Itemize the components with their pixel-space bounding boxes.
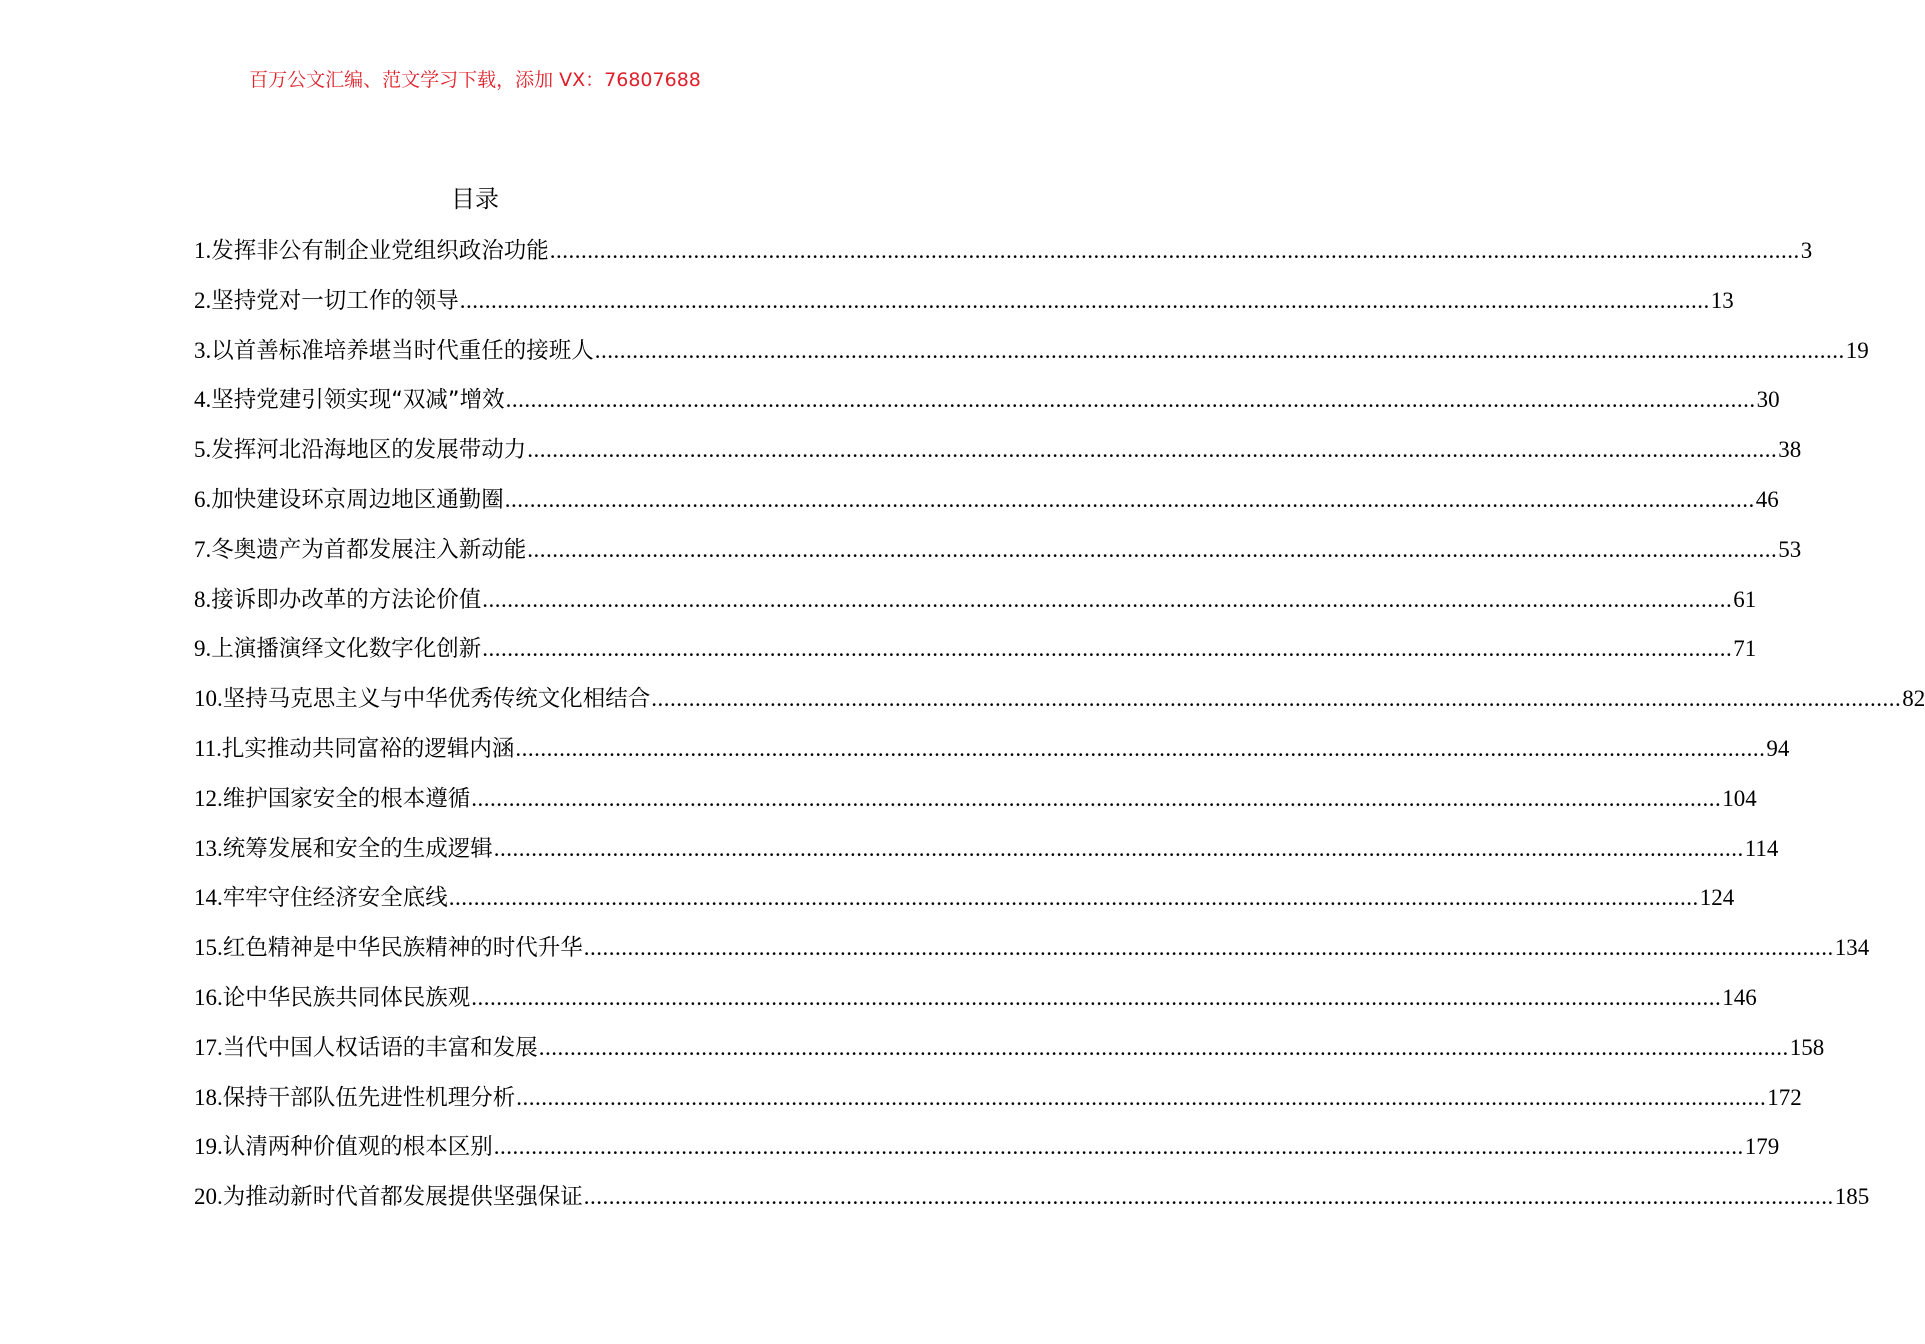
toc-leader-dots: ........................................................................................................................................................................................................ xyxy=(538,1034,1789,1060)
toc-entry-number: 18. xyxy=(194,1084,223,1110)
toc-entry-number: 9. xyxy=(194,636,212,662)
toc-entry-page: 114 xyxy=(1744,835,1779,861)
toc-entry-title: 维护国家安全的根本遵循 xyxy=(222,785,471,812)
toc-entry[interactable] xyxy=(194,530,1802,580)
toc-leader-dots: ........................................................................................................................................................................................................ xyxy=(471,785,1722,811)
toc-entry[interactable] xyxy=(194,928,1870,978)
toc-entry-number: 20. xyxy=(194,1184,223,1210)
toc-entry-page: 19 xyxy=(1845,337,1869,363)
toc-leader-dots: ........................................................................................................................................................................................................ xyxy=(527,536,1778,562)
toc-entry-title: 加快建设环京周边地区通勤圈 xyxy=(211,486,504,513)
toc-entry-title: 论中华民族共同体民族观 xyxy=(222,984,471,1011)
toc-leader-dots: ........................................................................................................................................................................................................ xyxy=(482,586,1733,612)
toc-entry-title: 坚持马克思主义与中华优秀传统文化相结合 xyxy=(222,686,651,713)
toc-entry[interactable] xyxy=(194,1127,1780,1177)
toc-entry-number: 2. xyxy=(194,287,212,313)
toc-entry-title: 发挥非公有制企业党组织政治功能 xyxy=(211,238,549,264)
toc-entry-number: 10. xyxy=(194,686,223,712)
toc-entry-title: 接诉即办改革的方法论价值 xyxy=(211,586,482,613)
toc-leader-dots: ........................................................................................................................................................................................................ xyxy=(549,238,1800,263)
toc-entry[interactable] xyxy=(194,1177,1870,1227)
toc-entry-number: 12. xyxy=(194,785,223,811)
toc-leader-dots: ........................................................................................................................................................................................................ xyxy=(583,1184,1834,1210)
toc-entry[interactable] xyxy=(194,729,1790,779)
toc-leader-dots: ........................................................................................................................................................................................................ xyxy=(651,686,1902,712)
toc-entry-page: 71 xyxy=(1733,636,1757,662)
toc-entry-title: 坚持党建引领实现“双减”增效 xyxy=(211,387,505,414)
toc-entry-page: 94 xyxy=(1766,735,1790,761)
toc-entry-page: 3 xyxy=(1800,238,1813,263)
toc-leader-dots: ........................................................................................................................................................................................................ xyxy=(448,885,1699,911)
toc-entry-page: 146 xyxy=(1722,984,1757,1010)
toc-entry-page: 53 xyxy=(1778,536,1802,562)
toc-entry-title: 上演播演绎文化数字化创新 xyxy=(211,636,482,663)
toc-leader-dots: ........................................................................................................................................................................................................ xyxy=(583,935,1834,961)
toc-leader-dots: ........................................................................................................................................................................................................ xyxy=(527,437,1778,463)
toc-entry-page: 124 xyxy=(1699,885,1735,911)
toc-entry-page: 82 xyxy=(1902,686,1925,712)
toc-entry-page: 158 xyxy=(1789,1034,1825,1060)
toc-entry[interactable] xyxy=(194,679,1925,729)
toc-entry[interactable] xyxy=(194,480,1779,530)
toc-entry-number: 11. xyxy=(194,735,222,761)
toc-entry-page: 179 xyxy=(1744,1134,1780,1160)
toc-entry[interactable] xyxy=(194,580,1757,630)
toc-entry[interactable] xyxy=(194,878,1735,928)
toc-entry-title: 红色精神是中华民族精神的时代升华 xyxy=(222,935,583,962)
toc-entry-title: 发挥河北沿海地区的发展带动力 xyxy=(211,437,527,464)
toc-entry-title: 保持干部队伍先进性机理分析 xyxy=(222,1084,516,1111)
toc-entry[interactable] xyxy=(194,629,1757,679)
toc-entry[interactable] xyxy=(194,1078,1802,1128)
toc-entry-number: 14. xyxy=(194,885,223,911)
toc-entry-title: 当代中国人权话语的丰富和发展 xyxy=(222,1034,538,1061)
toc-entry-page: 134 xyxy=(1834,935,1870,961)
toc-entry-title: 以首善标准培养堪当时代重任的接班人 xyxy=(211,337,594,364)
toc-entry-title: 扎实推动共同富裕的逻辑内涵 xyxy=(221,735,515,762)
toc-entry-page: 185 xyxy=(1834,1184,1870,1210)
toc-entry-number: 13. xyxy=(194,835,223,861)
toc-entry[interactable] xyxy=(194,380,1780,430)
toc-entry[interactable] xyxy=(194,430,1802,480)
toc-leader-dots: ........................................................................................................................................................................................................ xyxy=(459,287,1710,313)
toc-entry-title: 统筹发展和安全的生成逻辑 xyxy=(222,835,493,862)
toc-entry-page: 104 xyxy=(1722,785,1757,811)
toc-entry[interactable] xyxy=(194,829,1779,879)
toc-entry-number: 16. xyxy=(194,984,223,1010)
toc-leader-dots: ........................................................................................................................................................................................................ xyxy=(504,486,1755,512)
toc-leader-dots: ........................................................................................................................................................................................................ xyxy=(505,387,1756,413)
toc-entry-title: 牢牢守住经济安全底线 xyxy=(222,885,448,912)
toc-entry-page: 172 xyxy=(1767,1084,1802,1110)
toc-entry[interactable] xyxy=(194,779,1757,829)
toc-entry-title: 认清两种价值观的根本区别 xyxy=(222,1134,493,1161)
toc-leader-dots: ........................................................................................................................................................................................................ xyxy=(471,984,1722,1010)
toc-entry-number: 19. xyxy=(194,1134,223,1160)
toc-entry[interactable] xyxy=(194,231,1813,281)
toc-entry-number: 1. xyxy=(194,238,212,263)
toc-entry-number: 17. xyxy=(194,1034,223,1060)
toc-entry-number: 6. xyxy=(194,486,212,512)
toc-entry-number: 7. xyxy=(194,536,212,562)
toc-entry-title: 为推动新时代首都发展提供坚强保证 xyxy=(222,1184,583,1211)
toc-leader-dots: ........................................................................................................................................................................................................ xyxy=(493,835,1744,861)
header-note: 百万公文汇编、范文学习下载，添加 VX：76807688 xyxy=(249,69,701,91)
toc-entry-page: 38 xyxy=(1778,437,1802,463)
toc-entry-number: 15. xyxy=(194,935,223,961)
toc-entry-number: 3. xyxy=(194,337,212,363)
toc-leader-dots: ........................................................................................................................................................................................................ xyxy=(482,636,1733,662)
toc-leader-dots: ........................................................................................................................................................................................................ xyxy=(515,735,1766,761)
toc-entry-number: 5. xyxy=(194,437,212,463)
toc-entry-page: 13 xyxy=(1710,287,1734,313)
toc-entry[interactable] xyxy=(194,331,1869,381)
toc-entry-number: 4. xyxy=(194,387,212,413)
toc-entry[interactable] xyxy=(194,1028,1825,1078)
toc-entry[interactable] xyxy=(194,978,1757,1028)
toc-leader-dots: ........................................................................................................................................................................................................ xyxy=(594,337,1845,363)
toc-title: 目录 xyxy=(451,185,499,213)
toc-entry-page: 46 xyxy=(1755,486,1779,512)
toc-entry-title: 冬奥遗产为首都发展注入新动能 xyxy=(211,536,527,563)
toc-entry-page: 61 xyxy=(1733,586,1757,612)
toc-leader-dots: ........................................................................................................................................................................................................ xyxy=(493,1134,1744,1160)
toc-entry-number: 8. xyxy=(194,586,212,612)
toc-leader-dots: ........................................................................................................................................................................................................ xyxy=(516,1084,1767,1110)
toc-entry-title: 坚持党对一切工作的领导 xyxy=(211,287,459,314)
table-of-contents xyxy=(194,231,1925,1227)
toc-entry-page: 30 xyxy=(1756,387,1780,413)
toc-entry[interactable] xyxy=(194,281,1734,331)
